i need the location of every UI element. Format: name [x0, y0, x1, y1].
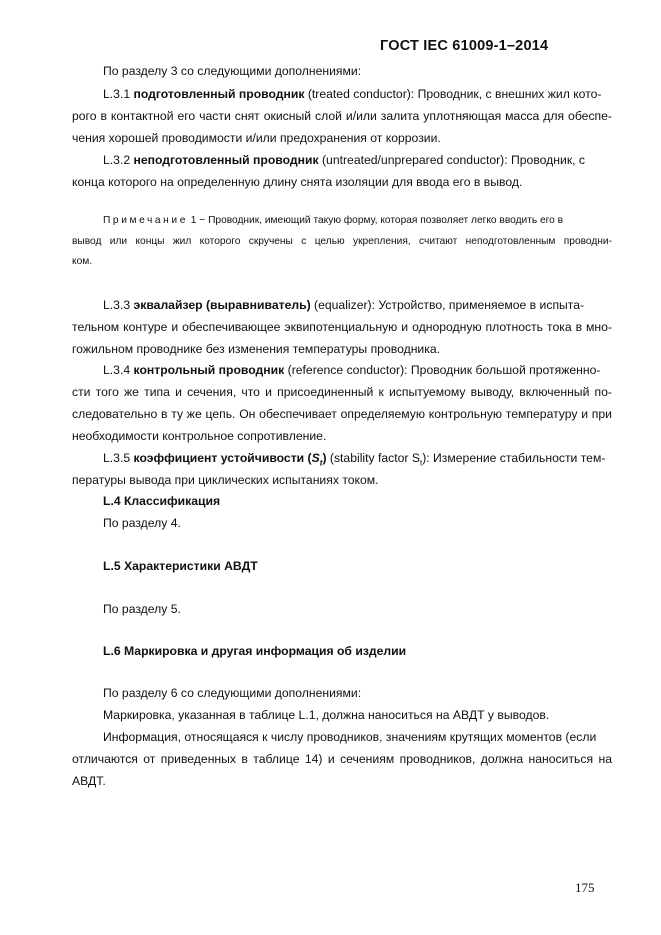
term: контрольный проводник	[133, 363, 285, 377]
text-line: чения хорошей проводимости и/или предохранения от коррозии.	[72, 131, 441, 145]
term: подготовленный проводник	[133, 87, 305, 101]
section-heading: L.4 Классификация	[103, 494, 221, 508]
text-line: L.3.5 коэффициент устойчивости $(S_t)$ (stability factor $S_t$): Измерение стабильности тем-	[103, 451, 606, 468]
text-line: L.3.4 контрольный проводник (reference conductor): Проводник большой протяженно-	[103, 363, 601, 377]
note-line: вывод или концы жил которого скручены с целью укрепления, считают неподготовленным проводни-	[72, 236, 612, 247]
section-heading: L.5 Характеристики АВДТ	[103, 559, 258, 573]
text-line: отличаются от приведенных в таблице 14) и сечениям проводников, должна наноситься на	[72, 752, 612, 766]
section-heading: L.6 Маркировка и другая информация об изделии	[103, 644, 407, 658]
document-header: ГОСТ IEC 61009-1–2014	[380, 38, 549, 54]
text-line: L.3.1 подготовленный проводник (treated conductor): Проводник, с внешних жил кото-	[103, 87, 602, 101]
text-line: необходимости контрольное сопротивление.	[72, 429, 327, 443]
text-line: пературы вывода при циклических испытаниях током.	[72, 473, 379, 487]
term: коэффициент устойчивости (	[133, 451, 312, 465]
text-line: сти того же типа и сечения, что и присоединенный к испытуемому выводу, включенный по-	[72, 385, 612, 399]
text-line: гожильном проводнике без изменения температуры проводника.	[72, 342, 440, 356]
text-line: L.3.2 неподготовленный проводник (untreated/unprepared conductor): Проводник, с	[103, 153, 586, 167]
text-line: По разделу 3 со следующими дополнениями:	[103, 64, 362, 78]
note-line: Примечание 1 − Проводник, имеющий такую форму, которая позволяет легко вводить его в	[103, 215, 564, 226]
text-line: АВДТ.	[72, 774, 106, 788]
text-line: По разделу 4.	[103, 516, 181, 530]
text-line: По разделу 6 со следующими дополнениями:	[103, 686, 362, 700]
text-line: тельном контуре и обеспечивающее эквипотенциальную и однородную плотность тока в мно-	[72, 320, 612, 334]
text-line: следовательно в ту же цепь. Он обеспечивает определяемую контрольную температуру и при	[72, 407, 612, 421]
text-line: конца которого на определенную длину снята изоляции для ввода его в вывод.	[72, 175, 523, 189]
text-line: рого в контактной его части снят окисный слой и/или залита уплотняющая масса для обеспе-	[72, 109, 612, 123]
term: неподготовленный проводник	[133, 153, 319, 167]
note-label: Примечание	[103, 215, 188, 226]
text-line: Информация, относящаяся к числу проводников, значениям крутящих моментов (если	[103, 730, 597, 744]
note-line: ком.	[72, 256, 93, 267]
text-line: Маркировка, указанная в таблице L.1, должна наноситься на АВДТ у выводов.	[103, 708, 550, 722]
term: эквалайзер (выравниватель)	[133, 298, 311, 312]
page-number: 175	[575, 880, 595, 895]
text-line: По разделу 5.	[103, 602, 181, 616]
text-line: L.3.3 эквалайзер (выравниватель) (equalizer): Устройство, применяемое в испыта-	[103, 298, 585, 312]
